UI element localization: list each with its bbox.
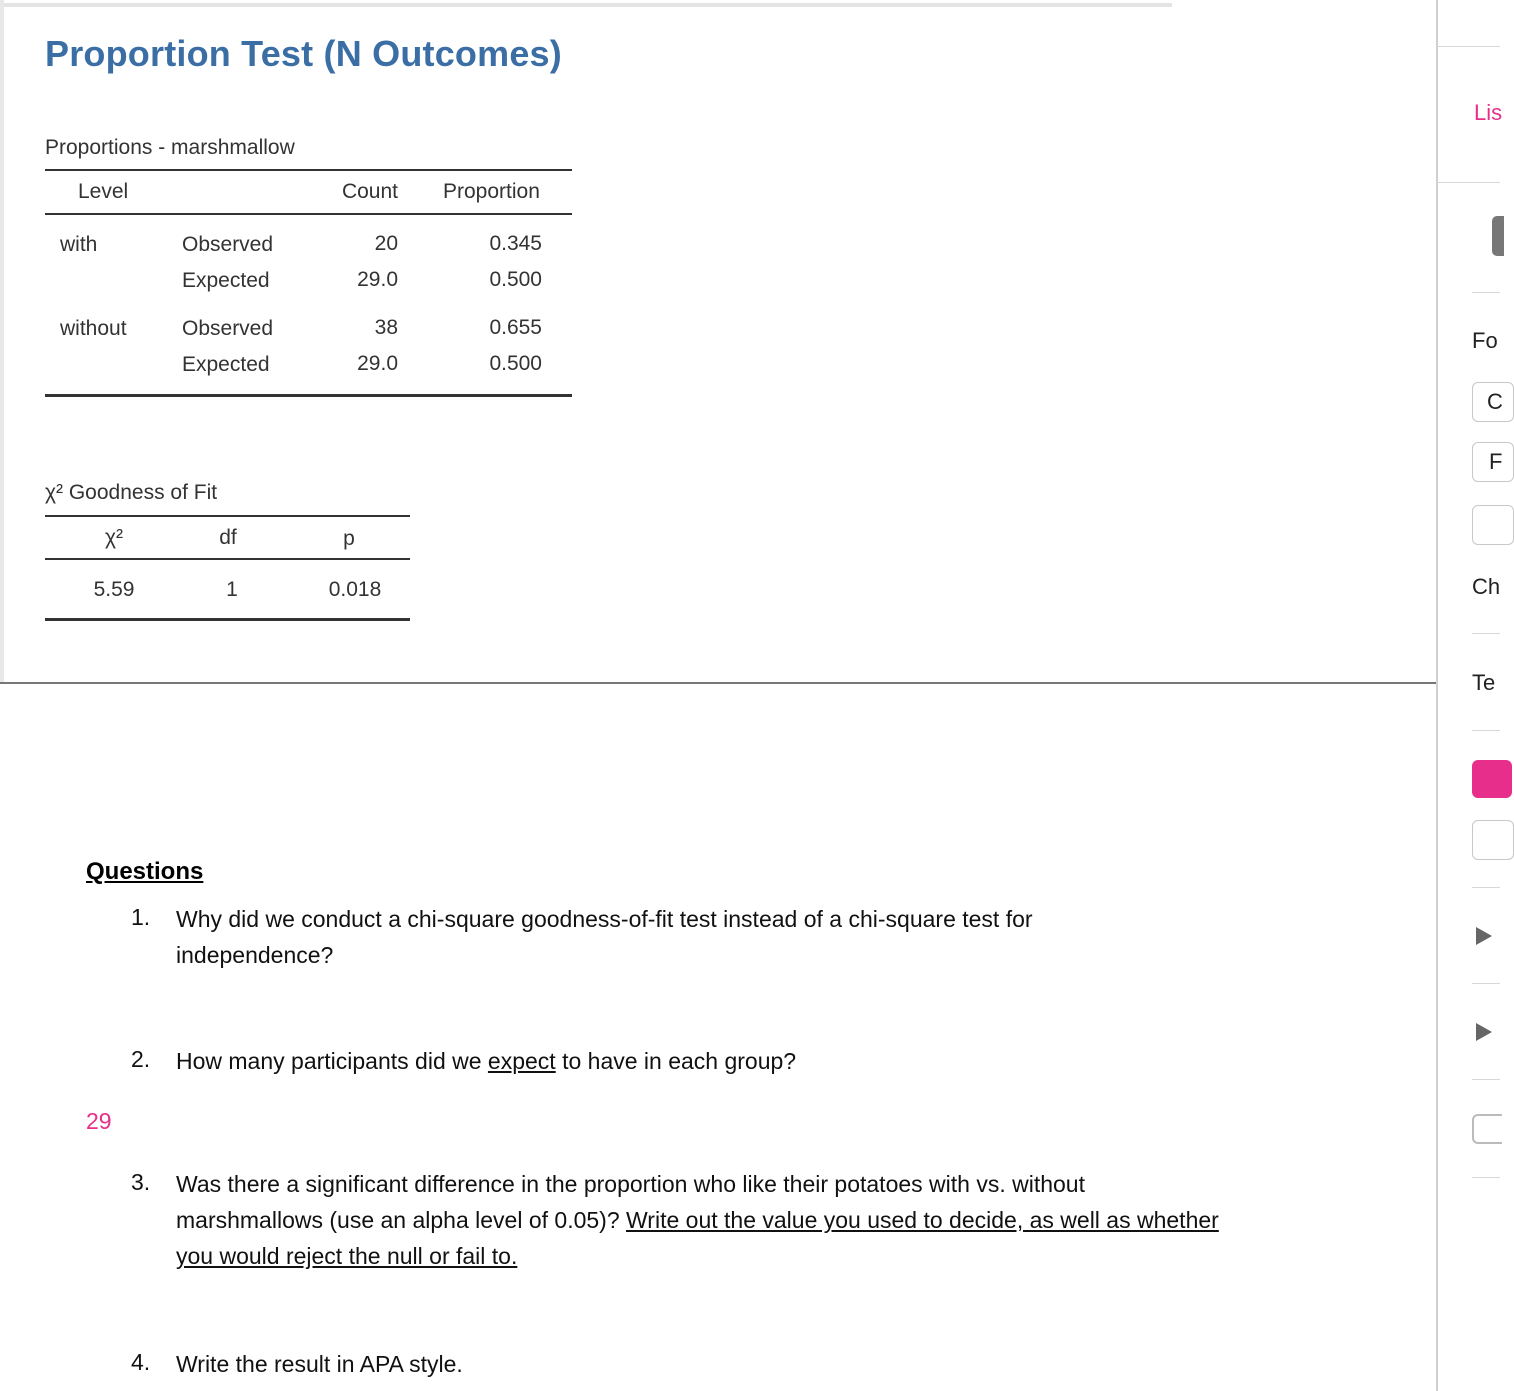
expand-arrow-icon[interactable] bbox=[1476, 927, 1492, 945]
gof-header-df: df bbox=[219, 526, 237, 549]
gof-cell-chi2: 5.59 bbox=[93, 578, 135, 601]
results-output-panel bbox=[0, 0, 1436, 684]
question-2-text-after: to have in each group? bbox=[555, 1048, 797, 1074]
table-cell-count: 20 bbox=[374, 232, 398, 255]
panel-divider bbox=[1472, 1177, 1500, 1178]
header-count: Count bbox=[341, 180, 398, 203]
question-3-text-main: Was there a significant difference in the proportion who like their potatoes with vs. without marshmallows (use an alpha level of 0.05)? bbox=[176, 1171, 1085, 1233]
question-number: 4. bbox=[131, 1349, 151, 1375]
section-label: Fo bbox=[1472, 328, 1498, 353]
table-bottom-rule bbox=[45, 394, 572, 397]
gof-header-p: p bbox=[343, 527, 355, 550]
panel-divider bbox=[1472, 983, 1500, 984]
table-header-rule bbox=[45, 213, 572, 215]
panel-divider bbox=[1438, 182, 1500, 183]
question-number: 2. bbox=[131, 1046, 151, 1072]
table-cell-type: Observed bbox=[182, 233, 274, 256]
panel-divider bbox=[1472, 1079, 1500, 1080]
option-box[interactable] bbox=[1472, 505, 1514, 545]
section-label: Ch bbox=[1472, 574, 1501, 599]
question-3-text[interactable] bbox=[176, 1166, 1236, 1274]
gof-cell-p: 0.018 bbox=[328, 578, 382, 601]
question-number: 3. bbox=[131, 1169, 151, 1195]
table-cell-count: 29.0 bbox=[357, 352, 398, 375]
table-cell-type: Expected bbox=[182, 269, 270, 292]
table-cell-proportion: 0.500 bbox=[489, 352, 542, 375]
question-2-text-before: How many participants did we bbox=[176, 1048, 488, 1074]
panel-top-border bbox=[0, 3, 1172, 7]
document-area[interactable] bbox=[0, 684, 1436, 1391]
table-cell-type: Observed bbox=[182, 317, 274, 340]
answer-q2[interactable]: 29 bbox=[86, 1108, 112, 1134]
table-cell-level: without bbox=[60, 317, 127, 340]
table-cell-level: with bbox=[60, 233, 98, 256]
table-cell-count: 29.0 bbox=[357, 268, 398, 291]
gof-top-rule bbox=[45, 515, 410, 517]
questions-heading: Questions bbox=[86, 858, 204, 885]
option-box-letter: C bbox=[1487, 389, 1503, 414]
proportions-table-caption: Proportions - marshmallow bbox=[45, 136, 295, 159]
question-1-text[interactable]: Why did we conduct a chi-square goodness-of-fit test instead of a chi-square test for independence? bbox=[176, 906, 1033, 968]
analysis-title[interactable]: Proportion Test (N Outcomes) bbox=[45, 33, 562, 74]
table-cell-count: 38 bbox=[374, 316, 398, 339]
question-3-underlined: Write out the value you used to decide, as well as whether you would reject the null or fail to. bbox=[176, 1207, 1219, 1269]
option-box-letter: F bbox=[1489, 449, 1503, 474]
table-cell-proportion: 0.500 bbox=[489, 268, 542, 291]
question-4-text[interactable]: Write the result in APA style. bbox=[176, 1351, 463, 1377]
table-cell-type: Expected bbox=[182, 353, 270, 376]
gof-header-rule bbox=[45, 558, 410, 560]
checkbox[interactable] bbox=[1472, 1114, 1502, 1144]
right-options-panel bbox=[1436, 0, 1503, 1391]
scroll-tab[interactable] bbox=[1492, 216, 1504, 256]
gof-bottom-rule bbox=[45, 618, 410, 621]
panel-divider bbox=[1472, 633, 1500, 634]
gof-table-caption: χ² Goodness of Fit bbox=[45, 481, 218, 504]
color-swatch[interactable] bbox=[1472, 760, 1512, 798]
expand-arrow-icon[interactable] bbox=[1476, 1023, 1492, 1041]
header-level: Level bbox=[78, 180, 129, 203]
gof-header-chi2: χ² bbox=[104, 526, 124, 549]
question-2-underlined: expect bbox=[487, 1048, 556, 1074]
list-link[interactable]: Lis bbox=[1474, 100, 1503, 125]
gof-cell-df: 1 bbox=[226, 578, 238, 601]
option-box[interactable] bbox=[1472, 820, 1514, 860]
question-2-text[interactable] bbox=[176, 1043, 1176, 1079]
question-number: 1. bbox=[131, 904, 151, 930]
panel-divider bbox=[1438, 46, 1500, 47]
section-label: Te bbox=[1472, 670, 1496, 695]
header-proportion: Proportion bbox=[443, 180, 540, 203]
table-top-rule bbox=[45, 169, 572, 171]
option-box[interactable] bbox=[1472, 442, 1514, 482]
panel-divider bbox=[1472, 292, 1500, 293]
table-cell-proportion: 0.655 bbox=[489, 316, 542, 339]
panel-left-border bbox=[0, 0, 4, 684]
option-box[interactable] bbox=[1472, 382, 1514, 422]
panel-divider bbox=[1472, 887, 1500, 888]
panel-divider bbox=[1472, 730, 1500, 731]
table-cell-proportion: 0.345 bbox=[489, 232, 542, 255]
